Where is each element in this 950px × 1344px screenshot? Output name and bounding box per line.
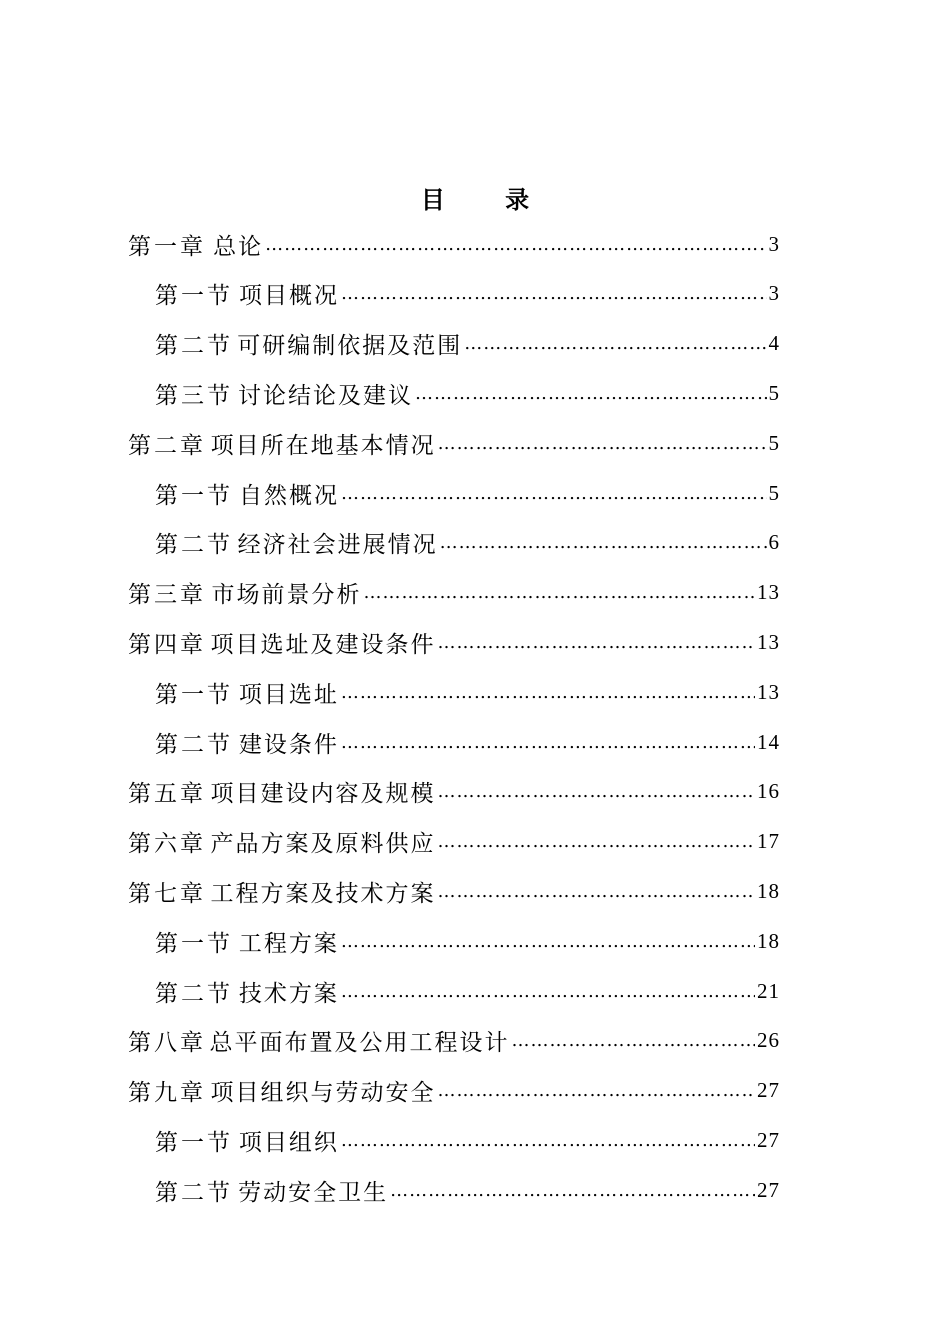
toc-dot-leader — [438, 1080, 756, 1101]
toc-entry-number: 第二章 — [128, 432, 206, 459]
toc-entry-name: 工程方案及技术方案 — [210, 880, 436, 907]
toc-entry-name: 工程方案 — [238, 930, 339, 957]
toc-entry-page-number: 3 — [768, 231, 780, 256]
toc-dot-leader — [341, 732, 755, 753]
toc-entry-page-number: 26 — [757, 1028, 780, 1053]
toc-entry-section — [155, 473, 780, 513]
toc-entry-page-number: 5 — [768, 430, 780, 455]
toc-entry-chapter — [128, 772, 780, 812]
toc-dot-leader — [341, 682, 755, 703]
toc-entry-name: 项目组织 — [238, 1129, 339, 1156]
toc-entry-name: 技术方案 — [238, 980, 339, 1007]
toc-entry-section — [155, 672, 780, 712]
toc-entry-section — [155, 1120, 780, 1160]
toc-dot-leader — [438, 433, 767, 454]
toc-entry-section — [155, 1170, 780, 1210]
toc-dot-leader — [341, 283, 766, 304]
toc-entry-number: 第一节 — [155, 681, 233, 708]
toc-entry-name: 项目概况 — [239, 283, 340, 310]
toc-dot-leader — [438, 831, 756, 852]
toc-entry-page-number: 17 — [757, 829, 780, 854]
toc-entry-section — [155, 324, 780, 364]
toc-entry-name: 产品方案及原料供应 — [210, 831, 436, 858]
toc-entry-number: 第八章 — [128, 1030, 206, 1057]
toc-entry-name: 项目建设内容及规模 — [210, 781, 436, 808]
toc-entry-number: 第二节 — [155, 532, 233, 559]
toc-entry-section — [155, 921, 780, 961]
toc-entry-page-number: 14 — [757, 729, 780, 754]
toc-entry-number: 第四章 — [128, 631, 206, 658]
toc-entry-chapter — [128, 224, 780, 264]
toc-entry-section — [155, 722, 780, 762]
toc-entry-number: 第七章 — [128, 880, 206, 907]
toc-entry-chapter — [128, 822, 780, 862]
toc-entry-section — [155, 971, 780, 1011]
toc-entry-name: 项目选址 — [238, 681, 339, 708]
toc-entry-name: 项目选址及建设条件 — [210, 631, 436, 658]
toc-entry-page-number: 13 — [757, 629, 780, 654]
toc-entry-name: 劳动安全卫生 — [238, 1179, 389, 1206]
toc-entry-name: 项目组织与劳动安全 — [210, 1080, 436, 1107]
toc-entry-number: 第一章 — [128, 233, 206, 260]
toc-dot-leader — [341, 1130, 755, 1151]
toc-entry-number: 第一节 — [155, 482, 233, 509]
toc-entry-chapter — [128, 622, 780, 662]
toc-entry-page-number: 16 — [757, 779, 780, 804]
toc-entry-number: 第一节 — [155, 930, 233, 957]
toc-entry-page-number: 4 — [768, 331, 780, 356]
toc-entry-number: 第三章 — [128, 582, 206, 609]
toc-entry-page-number: 27 — [757, 1127, 780, 1152]
toc-dot-leader — [390, 1180, 755, 1201]
toc-entry-page-number: 5 — [768, 480, 780, 505]
toc-dot-leader — [438, 881, 756, 902]
toc-entry-number: 第一节 — [155, 1129, 233, 1156]
toc-entry-name: 讨论结论及建议 — [237, 382, 413, 409]
toc-entry-number: 第五章 — [128, 781, 206, 808]
toc-entry-chapter — [128, 573, 780, 613]
toc-dot-leader — [440, 532, 767, 553]
toc-entry-number: 第九章 — [128, 1080, 206, 1107]
toc-entry-chapter — [128, 423, 780, 463]
toc-entry-name: 市场前景分析 — [211, 582, 362, 609]
toc-entry-page-number: 21 — [757, 978, 780, 1003]
toc-entry-name: 建设条件 — [238, 731, 339, 758]
toc-entry-number: 第三节 — [155, 382, 233, 409]
toc-entry-page-number: 5 — [768, 380, 780, 405]
toc-dot-leader — [511, 1030, 755, 1051]
toc-entry-page-number: 18 — [757, 928, 780, 953]
toc-entry-chapter — [128, 1071, 780, 1111]
toc-entry-number: 第二节 — [155, 731, 233, 758]
toc-entry-page-number: 27 — [757, 1177, 780, 1202]
toc-dot-leader — [265, 234, 766, 255]
toc-title: 目 录 — [420, 186, 556, 214]
toc-dot-leader — [341, 981, 755, 1002]
toc-entry-section — [155, 274, 780, 314]
toc-entry-page-number: 27 — [757, 1078, 780, 1103]
toc-entry-chapter — [128, 1021, 780, 1061]
toc-dot-leader — [341, 931, 755, 952]
toc-entry-name: 总平面布置及公用工程设计 — [209, 1030, 510, 1057]
toc-entry-number: 第六章 — [128, 831, 206, 858]
toc-entry-number: 第二节 — [155, 980, 233, 1007]
toc-entry-page-number: 3 — [768, 281, 780, 306]
toc-entry-section — [155, 373, 780, 413]
toc-entry-name: 经济社会进展情况 — [237, 532, 438, 559]
toc-dot-leader — [438, 781, 756, 802]
toc-entry-number: 第二节 — [155, 333, 233, 360]
toc-dot-leader — [364, 582, 755, 603]
toc-dot-leader — [464, 333, 766, 354]
toc-dot-leader — [438, 632, 756, 653]
toc-entry-section — [155, 523, 780, 563]
toc-entry-name: 可研编制依据及范围 — [237, 333, 463, 360]
toc-entry-page-number: 6 — [768, 530, 780, 555]
toc-entry-name: 总论 — [213, 233, 264, 260]
toc-entry-number: 第二节 — [155, 1179, 233, 1206]
toc-entry-page-number: 13 — [757, 580, 780, 605]
toc-entry-page-number: 13 — [757, 679, 780, 704]
toc-dot-leader — [341, 483, 766, 504]
toc-entry-chapter — [128, 871, 780, 911]
toc-entry-name: 自然概况 — [239, 482, 340, 509]
toc-entry-name: 项目所在地基本情况 — [210, 432, 436, 459]
toc-entry-number: 第一节 — [155, 283, 233, 310]
toc-entry-page-number: 18 — [757, 878, 780, 903]
toc-dot-leader — [415, 383, 767, 404]
